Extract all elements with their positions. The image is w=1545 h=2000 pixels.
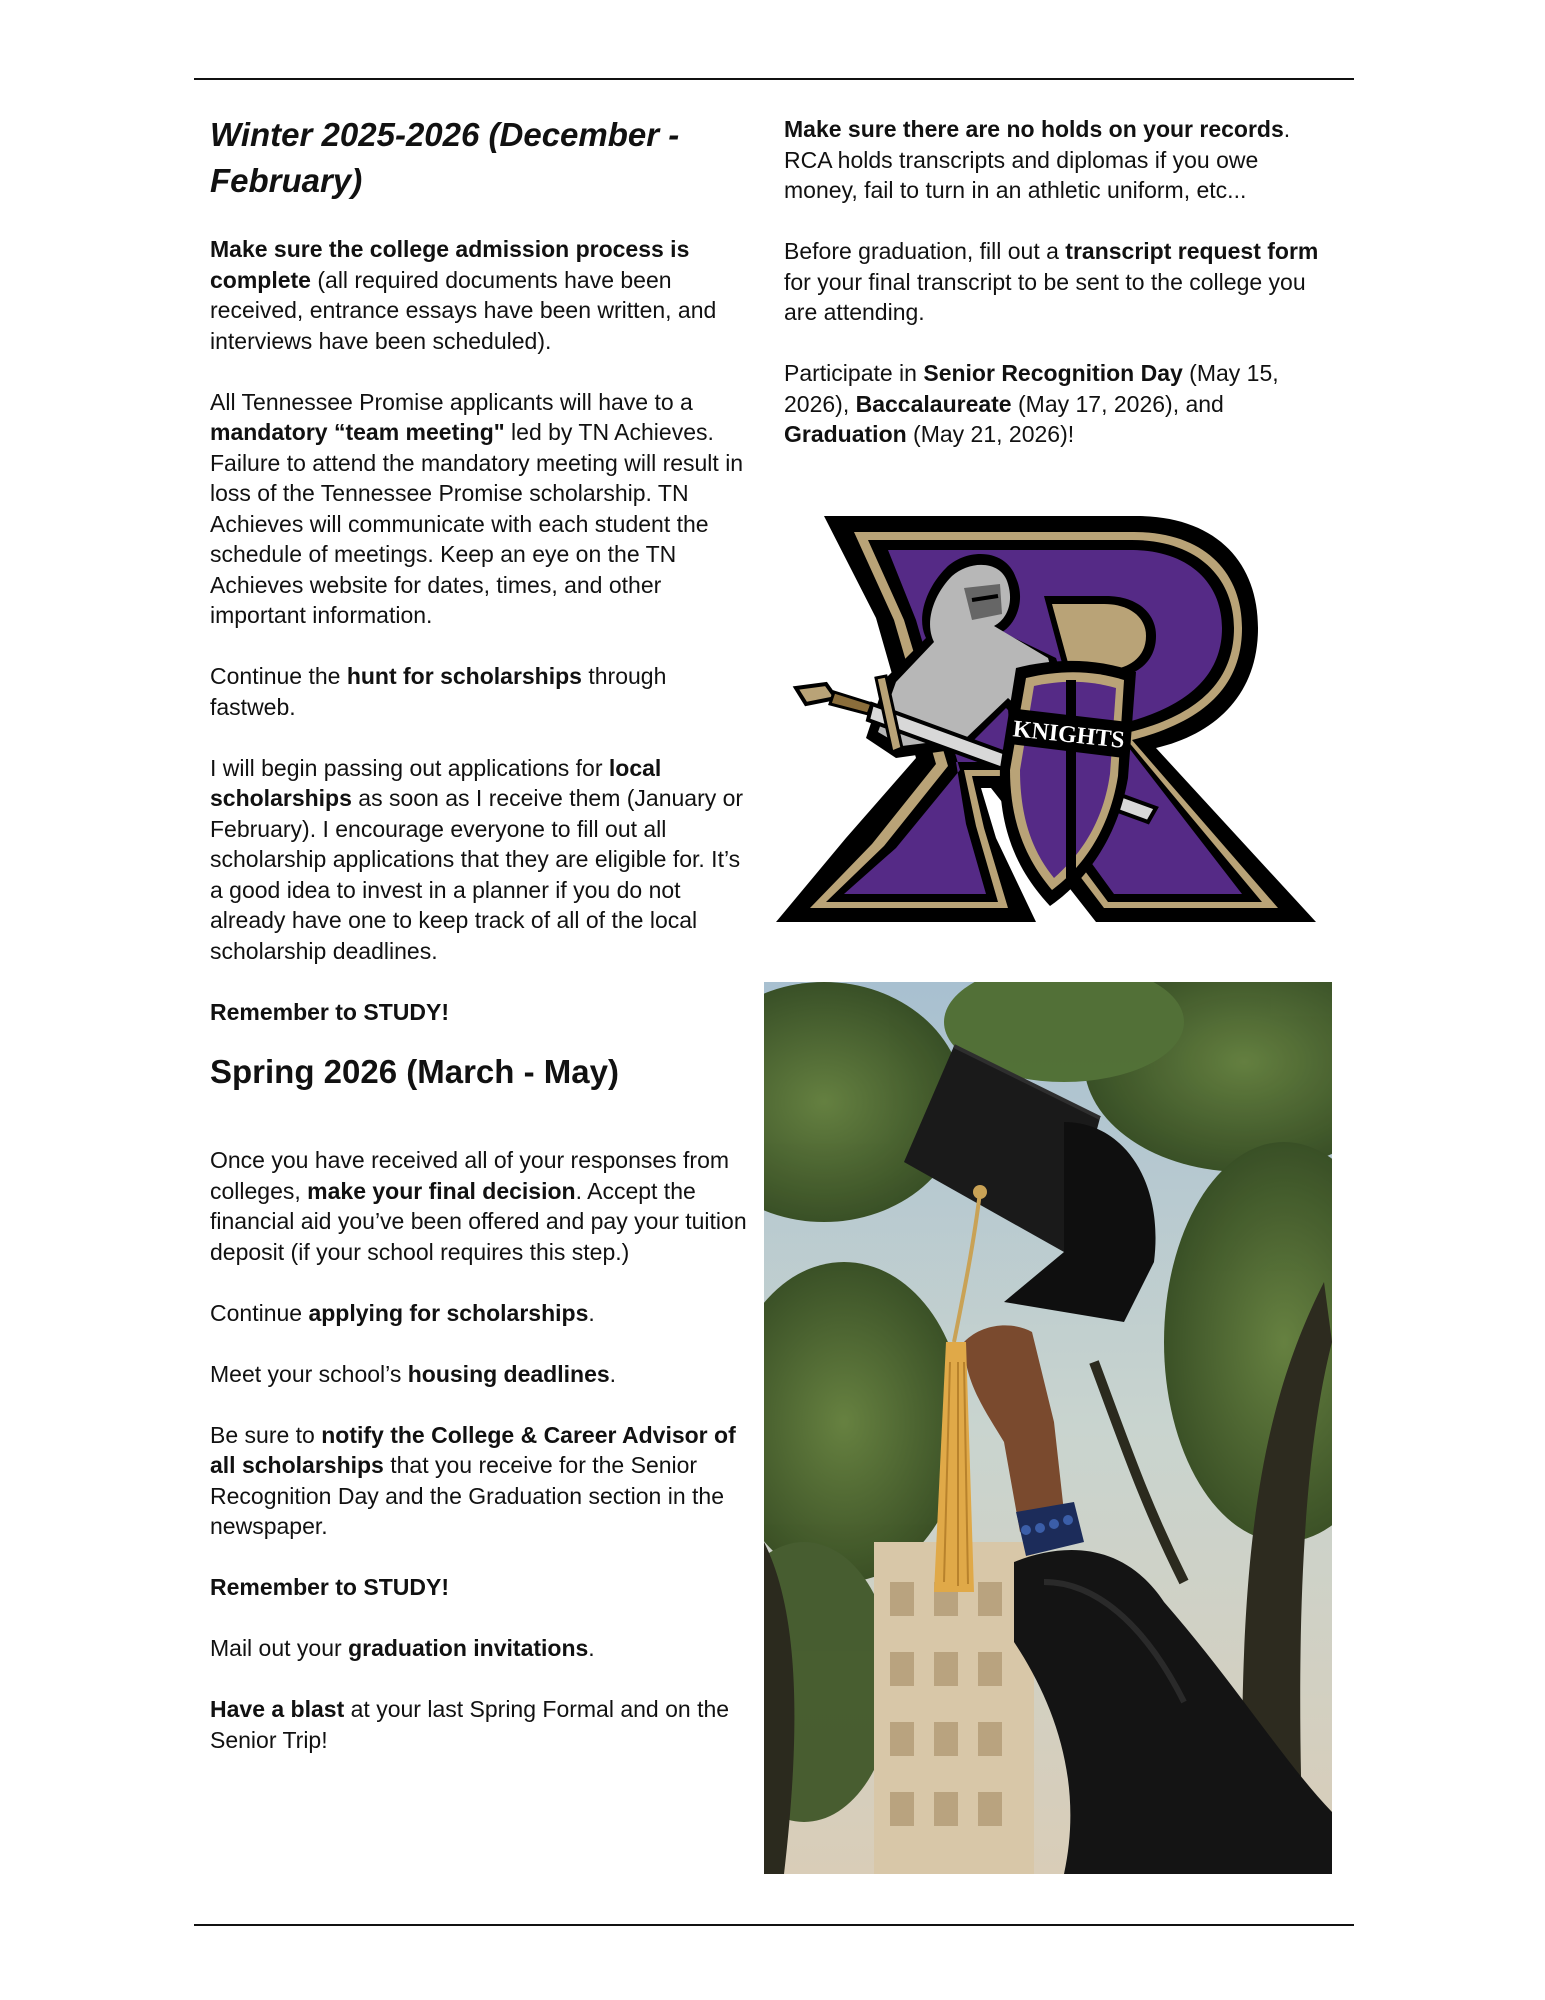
winter-paragraph-4: I will begin passing out applications for local scholarships as soon as I receive them (January or February). I encourage everyone to fill out all scholarship applications that they are eligible for. It’s a good idea to invest in a planner if you do not already have one to keep track of all of the local scholarship deadlines. — [210, 754, 744, 964]
spring-paragraph-1: Once you have received all of your responses from colleges, make your final decision. Accept the financial aid you’ve been offered and pay your tuition deposit (if your school requires this step.) — [210, 1147, 747, 1265]
spring-paragraph-3: Meet your school’s housing deadlines. — [210, 1360, 617, 1387]
winter-paragraph-1: Make sure the college admission process is complete (all required documents have been received, entrance essays have been written, and interviews have been scheduled). — [210, 236, 717, 354]
winter-paragraph-2: All Tennessee Promise applicants will have to a mandatory “team meeting" led by TN Achieves. Failure to attend the mandatory meeting will result in loss of the Tennessee Promise scholarship. TN Achieves will communicate with each student the schedule of meetings. Keep an eye on the TN Achieves website for dates, times, and other important information. — [210, 388, 744, 628]
shield-text: KNIGHTS — [1011, 716, 1126, 754]
right-paragraph-2: Before graduation, fill out a transcript request form for your final transcript to be sent to the college you are attending. — [784, 238, 1319, 325]
bottom-rule — [194, 1924, 1354, 1926]
spring-paragraph-2: Continue applying for scholarships. — [210, 1299, 595, 1326]
right-paragraph-1: Make sure there are no holds on your records. RCA holds transcripts and diplomas if you owe money, fail to turn in an athletic uniform, etc... — [784, 116, 1291, 203]
spring-paragraph-6: Have a blast at your last Spring Formal and on the Senior Trip! — [210, 1696, 730, 1753]
knight-r-logo-icon — [776, 508, 1316, 930]
winter-study-reminder: Remember to STUDY! — [210, 998, 449, 1025]
left-column — [210, 112, 750, 1786]
spring-study-reminder: Remember to STUDY! — [210, 1574, 449, 1600]
spring-heading: Spring 2026 (March - May) — [210, 1053, 619, 1090]
winter-paragraph-3: Continue the hunt for scholarships through fastweb. — [210, 663, 667, 720]
knights-logo — [776, 508, 1316, 930]
right-paragraph-3: Participate in Senior Recognition Day (May 15, 2026), Baccalaureate (May 17, 2026), and Graduation (May 21, 2026)! — [784, 360, 1279, 447]
winter-heading: Winter 2025-2026 (December - February) — [210, 116, 680, 199]
graduation-photo — [764, 982, 1332, 1874]
top-rule — [194, 78, 1354, 80]
spring-paragraph-5: Mail out your graduation invitations. — [210, 1635, 595, 1661]
spring-paragraph-4: Be sure to notify the College & Career Advisor of all scholarships that you receive for the Senior Recognition Day and the Graduation section in the newspaper. — [210, 1421, 736, 1539]
graduation-cap-photo-icon — [764, 982, 1332, 1874]
right-column — [784, 114, 1324, 480]
